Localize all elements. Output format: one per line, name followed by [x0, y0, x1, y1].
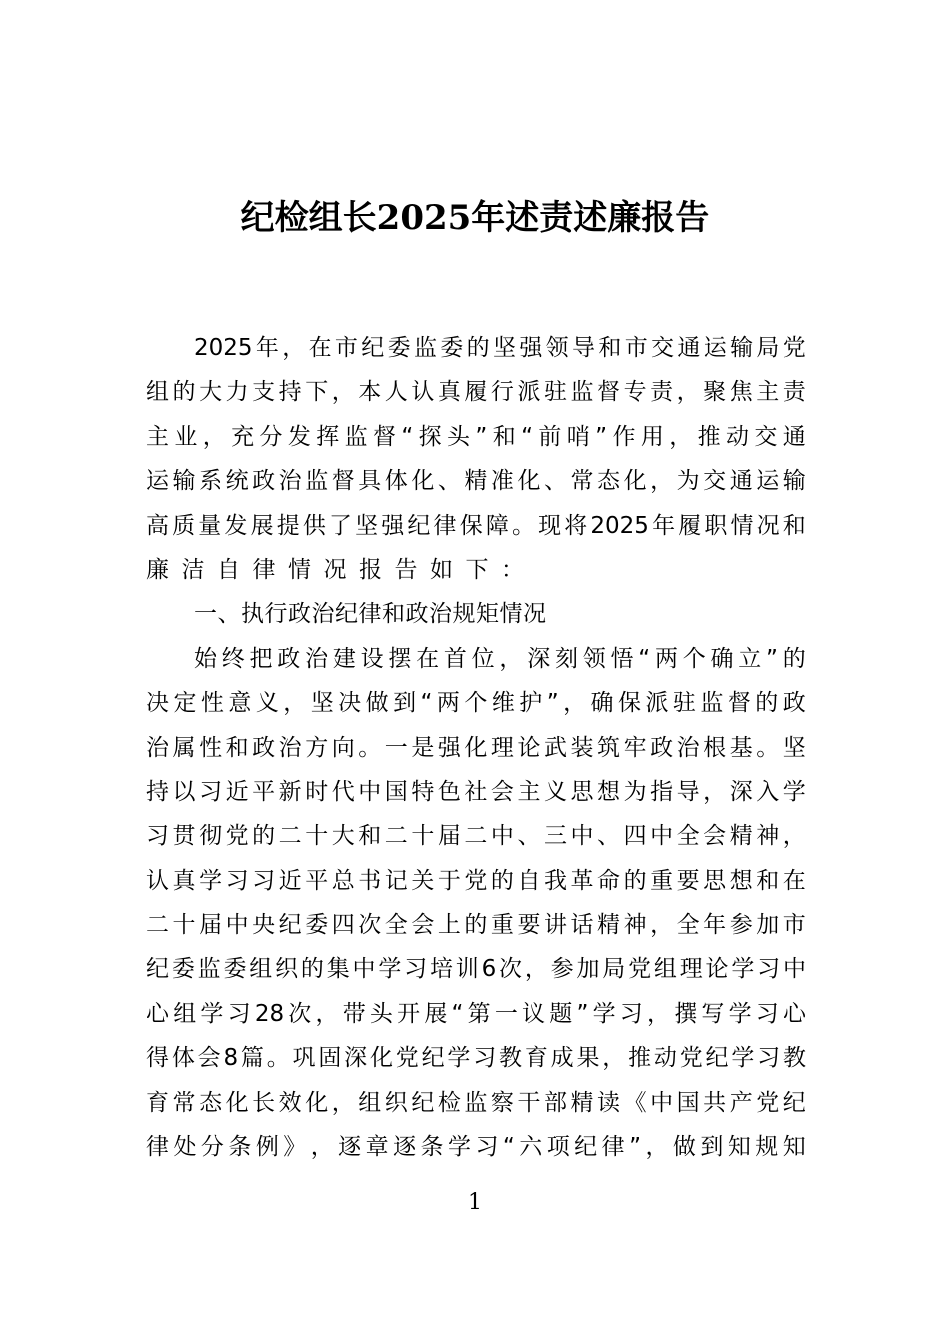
paragraph-line: 认 真 学 习 习 近 平 总 书 记 关 于 党 的 自 我 革 命 的 重 要 思 想 和 在: [146, 867, 806, 894]
document-title: 纪检组长2025年述责述廉报告: [240, 198, 710, 238]
paragraph-line: 组 的 大 力 支 持 下 ， 本 人 认 真 履 行 派 驻 监 督 专 责 ， 聚 焦 主 责: [146, 379, 806, 406]
paragraph-line: 二 十 届 中 央 纪 委 四 次 全 会 上 的 重 要 讲 话 精 神 ， 全 年 参 加 市: [146, 912, 806, 939]
section-paragraph: [146, 637, 806, 1170]
intro-paragraph: [146, 326, 806, 592]
paragraph-line: 高 质 量 发 展 提 供 了 坚 强 纪 律 保 障 。 现 将 2025 年 履 职 情 况 和: [146, 512, 806, 539]
paragraph-line: 律 处 分 条 例 》 ， 逐 章 逐 条 学 习 “ 六 项 纪 律 ” ， 做 到 知 规 知: [146, 1134, 806, 1161]
paragraph-line: 2025 年 ， 在 市 纪 委 监 委 的 坚 强 领 导 和 市 交 通 运 输 局 党: [194, 335, 806, 361]
paragraph-line: 心 组 学 习 28 次 ， 带 头 开 展 “ 第 一 议 题 ” 学 习 ， 撰 写 学 习 心: [146, 1000, 806, 1027]
paragraph-line: 廉洁自律情况报告如下：: [146, 556, 537, 583]
paragraph-line: 决 定 性 意 义 ， 坚 决 做 到 “ 两 个 维 护 ” ， 确 保 派 驻 监 督 的 政: [146, 690, 806, 717]
paragraph-line: 育 常 态 化 长 效 化 ， 组 织 纪 检 监 察 干 部 精 读 《 中 国 共 产 党 纪: [146, 1089, 806, 1116]
section-heading: 一、执行政治纪律和政治规矩情况: [194, 601, 547, 628]
document-body: [146, 326, 806, 1169]
page-number: 1: [468, 1190, 482, 1215]
paragraph-line: 主 业 ， 充 分 发 挥 监 督 “ 探 头 ” 和 “ 前 哨 ” 作 用 ， 推 动 交 通: [146, 423, 806, 450]
paragraph-line: 得 体 会 8 篇 。 巩 固 深 化 党 纪 学 习 教 育 成 果 ， 推 动 党 纪 学 习 教: [146, 1045, 806, 1072]
paragraph-line: 始 终 把 政 治 建 设 摆 在 首 位 ， 深 刻 领 悟 “ 两 个 确 立 ” 的: [194, 645, 806, 672]
paragraph-line: 运 输 系 统 政 治 监 督 具 体 化 、 精 准 化 、 常 态 化 ， 为 交 通 运 输: [146, 468, 806, 495]
paragraph-line: 习 贯 彻 党 的 二 十 大 和 二 十 届 二 中 、 三 中 、 四 中 全 会 精 神 ，: [146, 823, 806, 850]
paragraph-line: 持 以 习 近 平 新 时 代 中 国 特 色 社 会 主 义 思 想 为 指 导 ， 深 入 学: [146, 778, 806, 805]
paragraph-line: 纪 委 监 委 组 织 的 集 中 学 习 培 训 6 次 ， 参 加 局 党 组 理 论 学 习 中: [146, 956, 806, 983]
paragraph-line: 治 属 性 和 政 治 方 向 。 一 是 强 化 理 论 武 装 筑 牢 政 治 根 基 。 坚: [146, 734, 806, 761]
